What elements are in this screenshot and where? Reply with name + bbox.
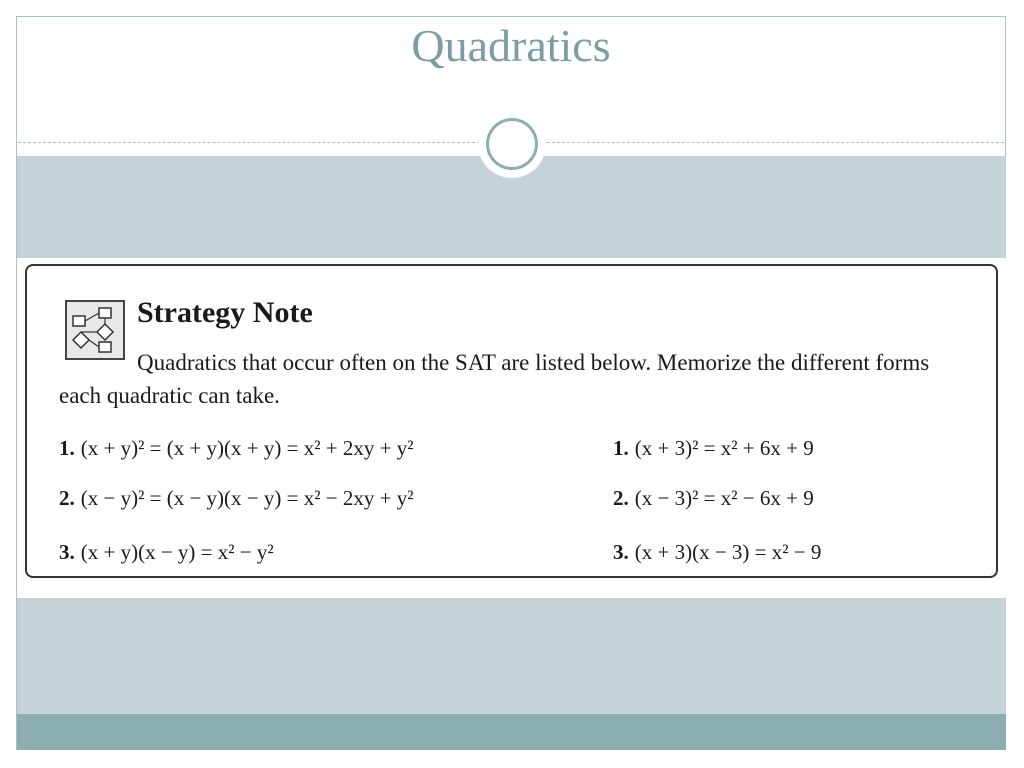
strategy-note-image bbox=[17, 258, 1006, 598]
bottom-band bbox=[17, 598, 1006, 714]
slide-title: Quadratics bbox=[411, 20, 611, 71]
formula-left-1: 1. (x + y)² = (x + y)(x + y) = x² + 2xy + y² bbox=[59, 436, 414, 460]
formula-right-3: 3. (x + 3)(x − 3) = x² − 9 bbox=[613, 540, 822, 564]
circle-ornament-icon bbox=[478, 110, 546, 178]
formula-right-1: 1. (x + 3)² = x² + 6x + 9 bbox=[613, 436, 814, 460]
strategy-note-paragraph: Quadratics that occur often on the SAT are listed below. Memorize the different forms each quadratic can take. bbox=[59, 350, 930, 408]
formula-left-2: 2. (x − y)² = (x − y)(x − y) = x² − 2xy + y² bbox=[59, 486, 414, 510]
strategy-note-heading: Strategy Note bbox=[137, 296, 313, 329]
formula-right-2: 2. (x − 3)² = x² − 6x + 9 bbox=[613, 486, 814, 510]
strategy-note-box bbox=[25, 264, 998, 578]
bottom-strip bbox=[17, 714, 1006, 750]
formula-left-3: 3. (x + y)(x − y) = x² − y² bbox=[59, 540, 274, 564]
